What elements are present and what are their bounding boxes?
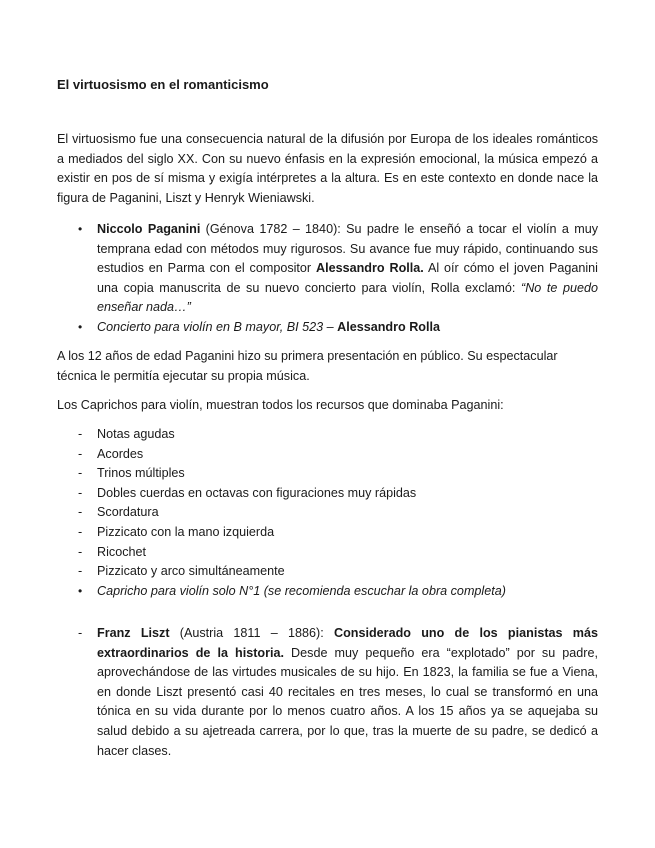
list-item <box>57 445 598 465</box>
dash-marker: - <box>78 466 83 481</box>
paganini-debut-paragraph: A los 12 años de edad Paganini hizo su primera presentación en público. Su espectacular técnica le permitía ejecutar su propia música. <box>57 349 558 383</box>
dash-marker: - <box>78 485 83 500</box>
list-item-caprice <box>57 582 598 602</box>
list-item <box>57 523 598 543</box>
composer-bullet-list <box>57 220 598 338</box>
dash-marker: - <box>78 446 83 461</box>
bullet-marker: • <box>78 319 83 334</box>
dash-marker: - <box>78 524 83 539</box>
composer-name: Niccolo Paganini <box>97 222 201 236</box>
intro-paragraph: El virtuosismo fue una consecuencia natural de la difusión por Europa de los ideales románticos a mediados del siglo XX. Con su nuevo énfasis en la expresión emocional, la música empezó a existir en pos de sí misma y exigía intérpretes a la altura. Es en este contexto en donde nace la figura de Paganini, Liszt y Henryk Wieniawski. <box>57 132 598 205</box>
dash-marker: - <box>78 505 83 520</box>
work-composer: Alessandro Rolla <box>337 319 441 334</box>
separator: – <box>323 319 338 334</box>
liszt-origin: (Austria 1811 – 1886): <box>169 626 334 640</box>
paganini-bio-b: Al oír cómo el joven Paganini una copia manuscrita de su nuevo concierto para violín, Rolla exclamó: <box>97 261 598 295</box>
technique-text: Notas agudas <box>97 427 175 441</box>
list-item-rolla-concerto <box>57 318 598 338</box>
technique-text: Dobles cuerdas en octavas con figuraciones muy rápidas <box>97 485 417 500</box>
list-item <box>57 464 598 484</box>
caprice-bullet-list <box>57 582 598 602</box>
caprice-title: Capricho para violín solo N°1 (se recomienda escuchar la obra completa) <box>97 584 506 598</box>
rolla-quote: “No te puedo enseñar nada…” <box>97 280 598 315</box>
composer-name: Franz Liszt <box>97 626 170 640</box>
list-item-liszt <box>57 624 598 761</box>
liszt-bio: Desde muy pequeño era “explotado” por su padre, aprovechándose de las virtudes musicales de su hijo. En 1823, la familia se fue a Viena, en donde Liszt presentó casi 40 recitales en tres meses, lo cual se transformó en una tónica en su vida durante por lo menos cuatro años. A los 15 años ya se aquejaba su salud debido a su ajetreada carrera, por lo que, tras la muerte de su padre, se dedicó a hacer clases. <box>97 645 598 758</box>
liszt-bold-text: Considerado uno de los pianistas más extraordinarios de la historia. <box>97 626 598 660</box>
techniques-list <box>57 425 598 582</box>
technique-text: Acordes <box>97 446 144 461</box>
list-item <box>57 503 598 523</box>
dash-marker: - <box>78 544 83 559</box>
bullet-marker: • <box>78 584 83 598</box>
technique-text: Pizzicato y arco simultáneamente <box>97 564 285 579</box>
work-title: Concierto para violín en B mayor, BI 523 <box>97 319 324 334</box>
technique-text: Trinos múltiples <box>97 466 185 481</box>
technique-text: Scordatura <box>97 505 159 520</box>
list-item <box>57 425 598 445</box>
list-item <box>57 543 598 563</box>
list-item <box>57 484 598 504</box>
bullet-marker: • <box>78 222 83 236</box>
list-item <box>57 562 598 582</box>
technique-text: Ricochet <box>97 544 146 559</box>
list-item-paganini <box>57 220 598 318</box>
document-title: El virtuosismo en el romanticismo <box>57 77 269 92</box>
liszt-list <box>57 624 598 761</box>
teacher-name: Alessandro Rolla. <box>316 261 424 276</box>
caprices-intro-paragraph: Los Caprichos para violín, muestran todos los recursos que dominaba Paganini: <box>57 398 504 412</box>
dash-marker: - <box>78 564 83 579</box>
technique-text: Pizzicato con la mano izquierda <box>97 524 275 539</box>
paganini-bio-a: (Génova 1782 – 1840): Su padre le enseñó a tocar el violín a muy temprana edad con métodos muy rigurosos. Su avance fue muy rápido, continuando sus estudios en Parma con el compositor <box>97 222 598 276</box>
dash-marker: - <box>78 626 83 640</box>
dash-marker: - <box>78 427 83 441</box>
